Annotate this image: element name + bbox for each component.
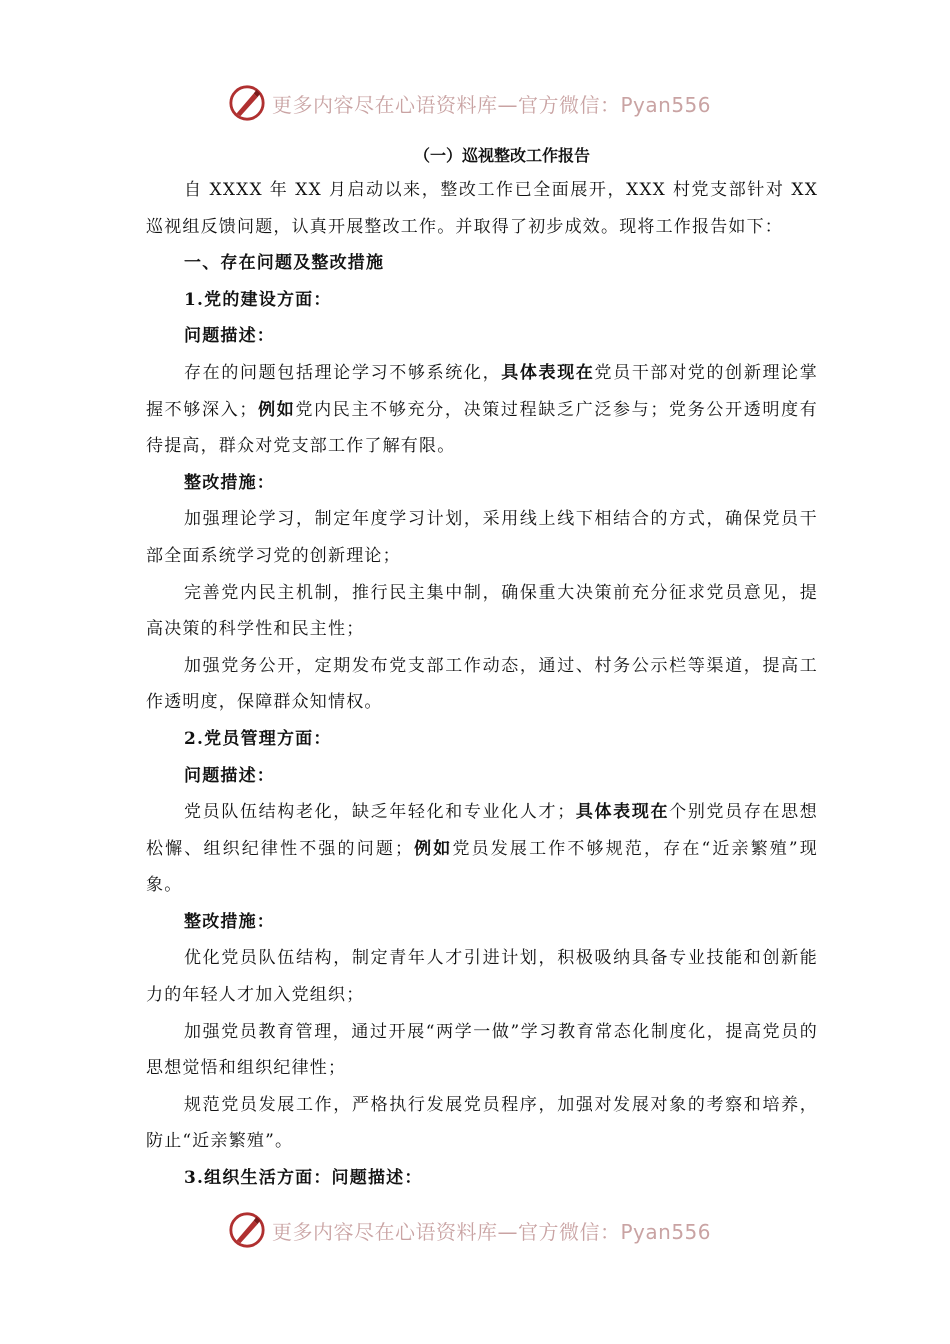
s1-problem-label: 问题描述： — [184, 326, 275, 347]
subsection-2-heading: 2.党员管理方面： — [184, 728, 332, 749]
pen-circle-icon — [228, 84, 266, 122]
watermark-banner-top — [228, 83, 711, 123]
s2-problem-label: 问题描述： — [184, 765, 275, 786]
s2-problem-paragraph: 党员队伍结构老化，缺乏年轻化和专业化人才；具体表现在个别党员存在思想松懈、组织纪律性不强的问题；例如党员发展工作不够规范，存在“近亲繁殖”现象。 — [146, 802, 818, 896]
s1-measure-2: 完善党内民主机制，推行民主集中制，确保重大决策前充分征求党员意见，提高决策的科学性和民主性； — [146, 582, 818, 640]
s1-problem-paragraph: 存在的问题包括理论学习不够系统化，具体表现在党员干部对党的创新理论掌握不够深入；例如党内民主不够充分，决策过程缺乏广泛参与；党务公开透明度有待提高，群众对党支部工作了解有限。 — [146, 362, 819, 457]
watermark-text: 更多内容尽在心语资料库—官方微信：Pyan556 — [272, 1219, 712, 1244]
s2-measure-label: 整改措施： — [184, 911, 275, 932]
s1-measure-3: 加强党务公开，定期发布党支部工作动态，通过、村务公示栏等渠道，提高工作透明度，保障群众知情权。 — [146, 655, 818, 713]
intro-paragraph: 自 XXXX 年 XX 月启动以来，整改工作已全面展开，XXX 村党支部针对 XX 巡视组反馈问题，认真开展整改工作。并取得了初步成效。现将工作报告如下： — [146, 180, 818, 237]
subsection-3-heading: 3.组织生活方面：问题描述： — [184, 1168, 423, 1189]
s1-measure-label: 整改措施： — [184, 472, 275, 493]
pen-circle-icon — [228, 1211, 266, 1249]
watermark-text: 更多内容尽在心语资料库—官方微信：Pyan556 — [272, 92, 712, 117]
s2-measure-1: 优化党员队伍结构，制定青年人才引进计划，积极吸纳具备专业技能和创新能力的年轻人才加入党组织； — [146, 948, 818, 1006]
document-title: （一）巡视整改工作报告 — [413, 146, 590, 165]
watermark-banner-bottom — [228, 1210, 711, 1250]
document-body — [146, 140, 818, 1197]
s2-measure-3: 规范党员发展工作，严格执行发展党员程序，加强对发展对象的考察和培养，防止“近亲繁殖”。 — [146, 1094, 818, 1152]
section-heading: 一、存在问题及整改措施 — [184, 253, 385, 274]
s2-measure-2: 加强党员教育管理，通过开展“两学一做”学习教育常态化制度化，提高党员的思想觉悟和组织纪律性； — [146, 1021, 818, 1079]
subsection-1-heading: 1.党的建设方面： — [184, 289, 332, 310]
s1-measure-1: 加强理论学习，制定年度学习计划，采用线上线下相结合的方式，确保党员干部全面系统学习党的创新理论； — [146, 509, 818, 566]
